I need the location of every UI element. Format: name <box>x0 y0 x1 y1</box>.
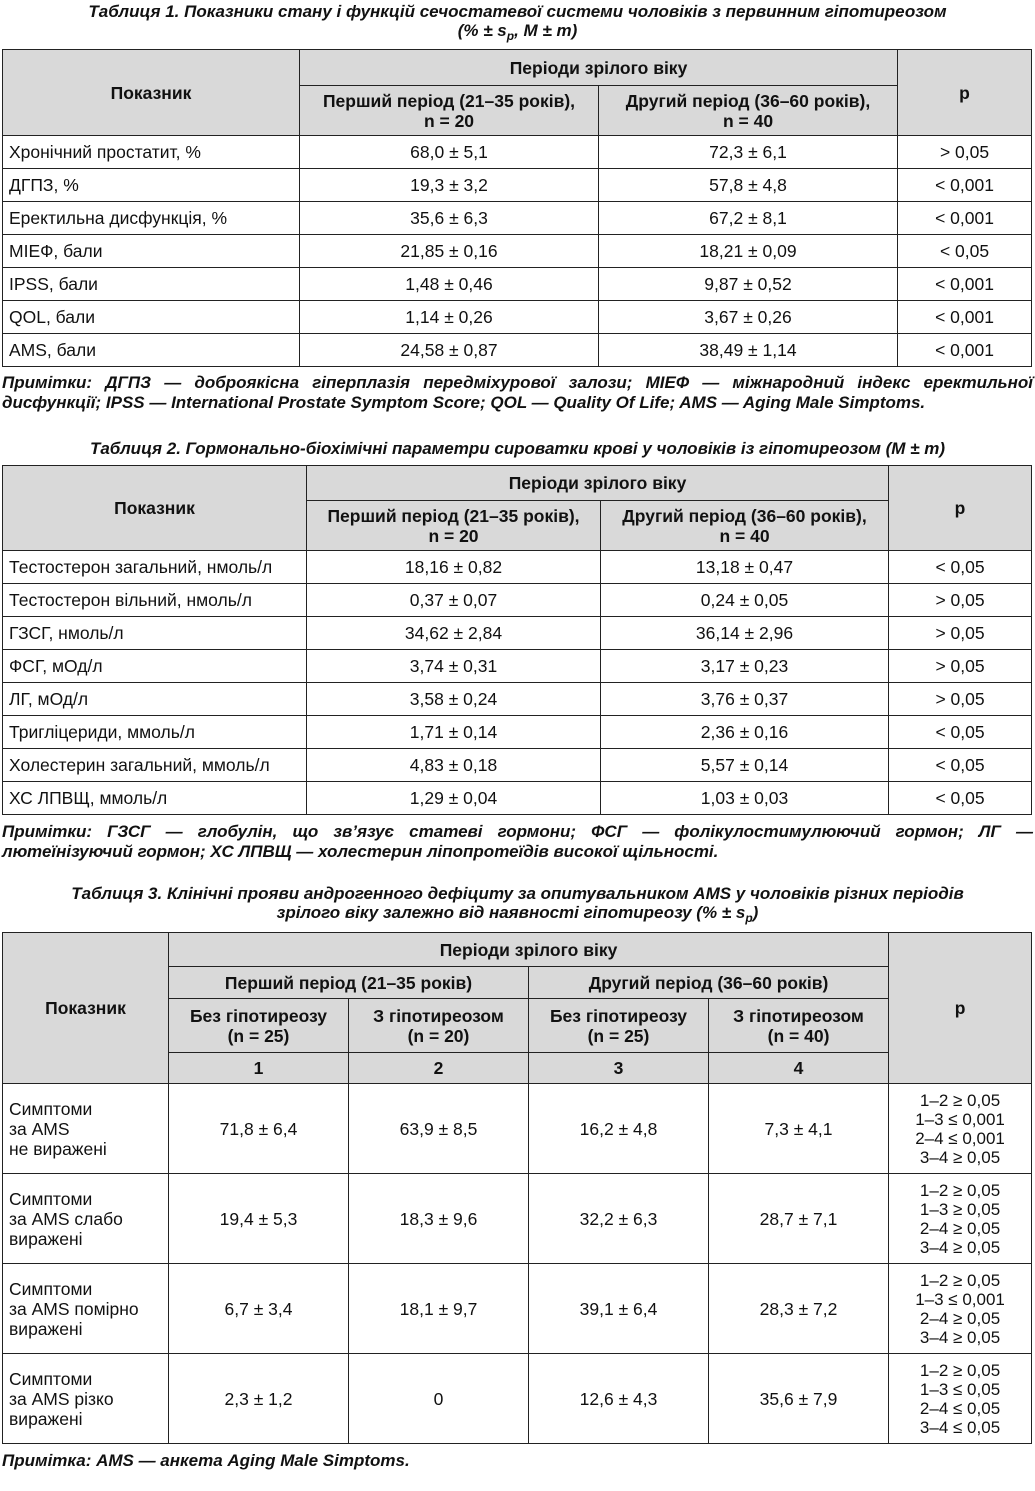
table-row <box>3 202 1032 235</box>
row-label <box>3 1084 169 1174</box>
table1-header-period2 <box>599 86 898 136</box>
p-line: 1–2 ≥ 0,05 <box>919 1270 1001 1290</box>
table2-header-indicator: Показник <box>3 466 307 551</box>
row-label: QOL, бали <box>3 301 300 334</box>
table-row <box>3 1354 1032 1444</box>
table1-caption <box>2 2 1033 46</box>
table-row <box>3 1174 1032 1264</box>
group1-label: Без гіпотиреозу <box>189 1005 328 1026</box>
row-label: ФСГ, мОд/л <box>3 650 307 683</box>
table-row <box>3 782 1032 815</box>
cell-value: 3,76 ± 0,37 <box>601 683 889 716</box>
table2-header-period1-label: Перший період (21–35 років), <box>327 505 580 526</box>
group3-n: (n = 25) <box>587 1025 650 1046</box>
p-line: 1–2 ≥ 0,05 <box>919 1360 1001 1380</box>
row-label-line: Симптоми <box>9 1278 93 1299</box>
table3-note: Примітка: AMS — анкета Aging Male Simptoms. <box>2 1451 410 1470</box>
table2-header-period2-n: n = 40 <box>719 525 770 546</box>
cell-value: 21,85 ± 0,16 <box>300 235 599 268</box>
cell-value: 72,3 ± 6,1 <box>599 136 898 169</box>
cell-value: 3,67 ± 0,26 <box>599 301 898 334</box>
cell-value: 1,48 ± 0,46 <box>300 268 599 301</box>
table1-caption-line2-pre: (% ± s <box>457 21 507 40</box>
table1-header-period2-label: Другий період (36–60 років), <box>625 90 871 111</box>
cell-value: 6,7 ± 3,4 <box>169 1264 349 1354</box>
row-label-line: виражені <box>9 1318 83 1339</box>
row-label: Холестерин загальний, ммоль/л <box>3 749 307 782</box>
table3-header-periods: Періоди зрілого віку <box>169 933 889 967</box>
table3-header-col-number-4: 4 <box>709 1053 889 1084</box>
table3-header-group2 <box>349 999 529 1053</box>
cell-p: > 0,05 <box>889 683 1032 716</box>
cell-value: 68,0 ± 5,1 <box>300 136 599 169</box>
cell-value: 28,7 ± 7,1 <box>709 1174 889 1264</box>
cell-value: 2,36 ± 0,16 <box>601 716 889 749</box>
cell-value: 1,14 ± 0,26 <box>300 301 599 334</box>
cell-value: 18,21 ± 0,09 <box>599 235 898 268</box>
cell-p: < 0,001 <box>898 268 1032 301</box>
p-line: 1–3 ≤ 0,05 <box>919 1379 1001 1399</box>
p-line: 1–3 ≤ 0,001 <box>915 1289 1005 1309</box>
cell-p: < 0,001 <box>898 202 1032 235</box>
cell-value: 38,49 ± 1,14 <box>599 334 898 367</box>
cell-p: < 0,05 <box>898 235 1032 268</box>
cell-value: 57,8 ± 4,8 <box>599 169 898 202</box>
cell-value: 36,14 ± 2,96 <box>601 617 889 650</box>
cell-value: 35,6 ± 6,3 <box>300 202 599 235</box>
table2 <box>2 465 1032 815</box>
cell-value: 4,83 ± 0,18 <box>307 749 601 782</box>
document-page <box>0 2 1035 1471</box>
table2-header-period1 <box>307 501 601 551</box>
row-label <box>3 1174 169 1264</box>
table1-header-indicator: Показник <box>3 50 300 136</box>
row-label: ЛГ, мОд/л <box>3 683 307 716</box>
table2-note: Примітки: ГЗСГ — глобулін, що зв’язує статеві гормони; ФСГ — фолікулостимулюючий гормон; ЛГ — лютеїнізуючий гормон; ХС ЛПВЩ — холестерин ліпопротеїдів високої щільності. <box>2 822 1033 861</box>
row-label-line: за AMS <box>9 1118 70 1139</box>
cell-value: 1,71 ± 0,14 <box>307 716 601 749</box>
cell-value: 3,17 ± 0,23 <box>601 650 889 683</box>
cell-p: > 0,05 <box>889 617 1032 650</box>
table3-header-col-number-2: 2 <box>349 1053 529 1084</box>
row-label: Тригліцериди, ммоль/л <box>3 716 307 749</box>
row-label: Еректильна дисфункція, % <box>3 202 300 235</box>
cell-value: 39,1 ± 6,4 <box>529 1264 709 1354</box>
table3-header-col-number-3: 3 <box>529 1053 709 1084</box>
cell-p: > 0,05 <box>889 584 1032 617</box>
table1-note: Примітки: ДГПЗ — доброякісна гіперплазія передміхурової залози; МІЕФ — міжнародний індекс еректильної дисфункції; IPSS — International Prostate Symptom Score; QOL — Quality Of Life; AMS — Aging Male Simptoms. <box>2 373 1033 412</box>
table3-caption-line2-pre: зрілого віку залежно від наявності гіпотиреозу (% ± s <box>276 903 746 922</box>
p-line: 1–2 ≥ 0,05 <box>919 1090 1001 1110</box>
group2-n: (n = 20) <box>407 1025 470 1046</box>
table-row <box>3 268 1032 301</box>
row-label: ГЗСГ, нмоль/л <box>3 617 307 650</box>
p-line: 2–4 ≥ 0,05 <box>919 1308 1001 1328</box>
cell-value: 63,9 ± 8,5 <box>349 1084 529 1174</box>
row-label-line: за AMS різко <box>9 1388 114 1409</box>
table3-header-period2: Другий період (36–60 років) <box>529 967 889 999</box>
group2-label: З гіпотиреозом <box>373 1005 504 1026</box>
group1-n: (n = 25) <box>227 1025 290 1046</box>
table2-header-period2 <box>601 501 889 551</box>
p-line: 3–4 ≤ 0,05 <box>919 1417 1001 1437</box>
cell-value: 28,3 ± 7,2 <box>709 1264 889 1354</box>
table-row <box>3 650 1032 683</box>
cell-p: < 0,001 <box>898 169 1032 202</box>
table3-header-group3 <box>529 999 709 1053</box>
cell-value: 19,4 ± 5,3 <box>169 1174 349 1264</box>
row-label-line: Симптоми <box>9 1368 93 1389</box>
table1-header-p: р <box>898 50 1032 136</box>
row-label: Хронічний простатит, % <box>3 136 300 169</box>
cell-value: 71,8 ± 6,4 <box>169 1084 349 1174</box>
table1-caption-line2-post: , M ± m) <box>514 21 578 40</box>
cell-value: 16,2 ± 4,8 <box>529 1084 709 1174</box>
p-line: 3–4 ≥ 0,05 <box>919 1237 1001 1257</box>
table-row <box>3 301 1032 334</box>
p-line: 2–4 ≤ 0,05 <box>919 1398 1001 1418</box>
cell-p: < 0,05 <box>889 551 1032 584</box>
group4-n: (n = 40) <box>767 1025 830 1046</box>
cell-value: 13,18 ± 0,47 <box>601 551 889 584</box>
table1-caption-subscript: p <box>506 29 515 43</box>
row-label-line: Симптоми <box>9 1188 93 1209</box>
cell-value: 3,74 ± 0,31 <box>307 650 601 683</box>
cell-value: 18,3 ± 9,6 <box>349 1174 529 1264</box>
table3-header-period1: Перший період (21–35 років) <box>169 967 529 999</box>
table-row <box>3 716 1032 749</box>
table-row <box>3 584 1032 617</box>
cell-p: > 0,05 <box>898 136 1032 169</box>
cell-value: 19,3 ± 3,2 <box>300 169 599 202</box>
table3-header-p: р <box>889 933 1032 1084</box>
row-label-line: Симптоми <box>9 1098 93 1119</box>
cell-value: 34,62 ± 2,84 <box>307 617 601 650</box>
table3-header-col-number-1: 1 <box>169 1053 349 1084</box>
table2-header-period1-n: n = 20 <box>428 525 479 546</box>
cell-p <box>889 1264 1032 1354</box>
p-line: 2–4 ≤ 0,001 <box>915 1128 1005 1148</box>
row-label <box>3 1354 169 1444</box>
p-line: 3–4 ≥ 0,05 <box>919 1327 1001 1347</box>
cell-p <box>889 1084 1032 1174</box>
row-label: МІЕФ, бали <box>3 235 300 268</box>
row-label-line: виражені <box>9 1228 83 1249</box>
cell-value: 0,24 ± 0,05 <box>601 584 889 617</box>
row-label: Тестостерон вільний, нмоль/л <box>3 584 307 617</box>
table2-header-period2-label: Другий період (36–60 років), <box>622 505 867 526</box>
table2-header-p: р <box>889 466 1032 551</box>
table1-header-periods: Періоди зрілого віку <box>300 50 898 86</box>
cell-value: 35,6 ± 7,9 <box>709 1354 889 1444</box>
table1 <box>2 49 1032 367</box>
table3-caption-line1: Таблиця 3. Клінічні прояви андрогенного дефіциту за опитувальником AMS у чоловіків різних періодів <box>71 884 964 903</box>
cell-value: 0,37 ± 0,07 <box>307 584 601 617</box>
p-line: 1–2 ≥ 0,05 <box>919 1180 1001 1200</box>
cell-p: < 0,001 <box>898 334 1032 367</box>
row-label-line: за AMS помірно <box>9 1298 139 1319</box>
row-label: Тестостерон загальний, нмоль/л <box>3 551 307 584</box>
row-label: ДГПЗ, % <box>3 169 300 202</box>
cell-p <box>889 1174 1032 1264</box>
table3-caption-subscript: p <box>745 911 753 925</box>
cell-value: 3,58 ± 0,24 <box>307 683 601 716</box>
cell-value: 5,57 ± 0,14 <box>601 749 889 782</box>
table3-header-indicator: Показник <box>3 933 169 1084</box>
row-label <box>3 1264 169 1354</box>
p-line: 2–4 ≥ 0,05 <box>919 1218 1001 1238</box>
cell-p: < 0,05 <box>889 749 1032 782</box>
cell-value: 0 <box>349 1354 529 1444</box>
table1-header-period1-n: n = 20 <box>423 110 475 131</box>
p-line: 1–3 ≤ 0,001 <box>915 1109 1005 1129</box>
p-line: 1–3 ≥ 0,05 <box>919 1199 1001 1219</box>
table3-header-group4 <box>709 999 889 1053</box>
cell-value: 2,3 ± 1,2 <box>169 1354 349 1444</box>
table3-header-group1 <box>169 999 349 1053</box>
cell-value: 1,03 ± 0,03 <box>601 782 889 815</box>
table1-header-period2-n: n = 40 <box>722 110 774 131</box>
cell-value: 12,6 ± 4,3 <box>529 1354 709 1444</box>
group4-label: З гіпотиреозом <box>733 1005 864 1026</box>
p-line: 3–4 ≥ 0,05 <box>919 1147 1001 1167</box>
table-row <box>3 169 1032 202</box>
table-row <box>3 1084 1032 1174</box>
cell-p <box>889 1354 1032 1444</box>
table1-header-period1-label: Перший період (21–35 років), <box>322 90 576 111</box>
row-label-line: за AMS слабо <box>9 1208 123 1229</box>
table2-caption: Таблиця 2. Гормонально-біохімічні параметри сироватки крові у чоловіків із гіпотиреозом (M ± m) <box>89 439 946 458</box>
cell-p: < 0,001 <box>898 301 1032 334</box>
cell-value: 1,29 ± 0,04 <box>307 782 601 815</box>
table2-header-periods: Періоди зрілого віку <box>307 466 889 501</box>
table3 <box>2 932 1032 1444</box>
cell-value: 67,2 ± 8,1 <box>599 202 898 235</box>
table-row <box>3 235 1032 268</box>
cell-value: 18,1 ± 9,7 <box>349 1264 529 1354</box>
cell-p: > 0,05 <box>889 650 1032 683</box>
table-row <box>3 136 1032 169</box>
cell-p: < 0,05 <box>889 716 1032 749</box>
table3-caption <box>2 884 1033 928</box>
table-row <box>3 749 1032 782</box>
cell-p: < 0,05 <box>889 782 1032 815</box>
cell-value: 7,3 ± 4,1 <box>709 1084 889 1174</box>
table-row <box>3 334 1032 367</box>
group3-label: Без гіпотиреозу <box>549 1005 688 1026</box>
table1-caption-line1: Таблиця 1. Показники стану і функцій сечостатевої системи чоловіків з первинним гіпотиреозом <box>88 2 947 21</box>
table1-header-period1 <box>300 86 599 136</box>
cell-value: 18,16 ± 0,82 <box>307 551 601 584</box>
row-label: ХС ЛПВЩ, ммоль/л <box>3 782 307 815</box>
table3-caption-line2-post: ) <box>752 903 759 922</box>
cell-value: 9,87 ± 0,52 <box>599 268 898 301</box>
row-label: IPSS, бали <box>3 268 300 301</box>
cell-value: 32,2 ± 6,3 <box>529 1174 709 1264</box>
row-label-line: не виражені <box>9 1138 107 1159</box>
row-label-line: виражені <box>9 1408 83 1429</box>
table-row <box>3 551 1032 584</box>
row-label: AMS, бали <box>3 334 300 367</box>
table-row <box>3 1264 1032 1354</box>
table-row <box>3 617 1032 650</box>
table-row <box>3 683 1032 716</box>
cell-value: 24,58 ± 0,87 <box>300 334 599 367</box>
